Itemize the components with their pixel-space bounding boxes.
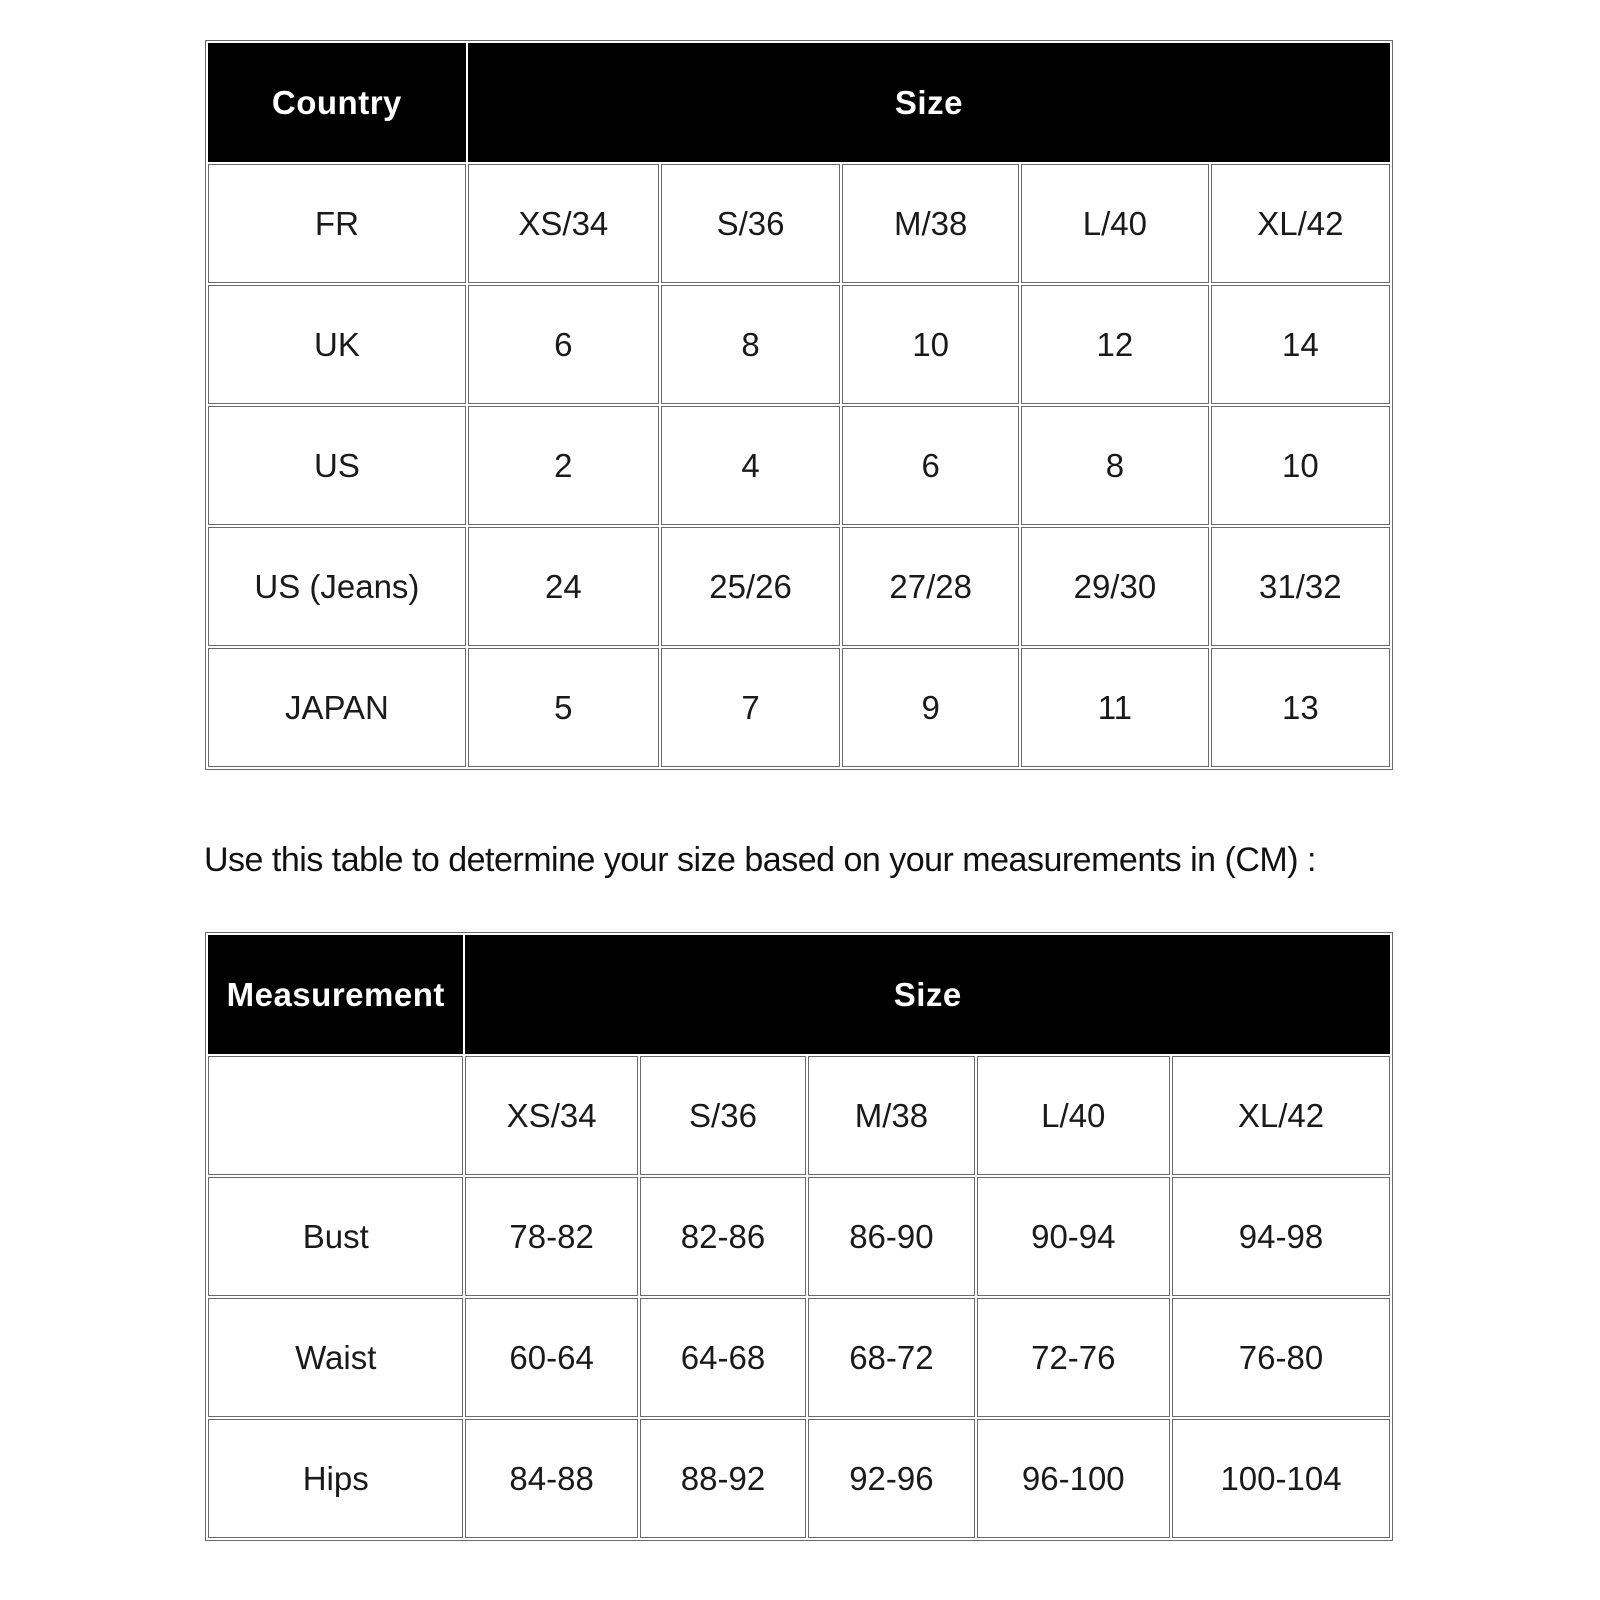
measurement-table-header-row	[208, 935, 1390, 1054]
row-label: US (Jeans)	[208, 527, 466, 646]
size-cell: 29/30	[1021, 527, 1209, 646]
size-cell: 9	[842, 648, 1019, 767]
size-cell: 6	[468, 285, 659, 404]
size-cell: 24	[468, 527, 659, 646]
measurement-cell: 88-92	[640, 1419, 806, 1538]
measurement-size-table	[205, 932, 1393, 1541]
measurement-cell: 86-90	[808, 1177, 974, 1296]
table-row-japan	[208, 648, 1390, 767]
country-header-cell: Country	[208, 43, 466, 162]
intro-text: Use this table to determine your size based on your measurements in (CM) :	[204, 841, 1316, 879]
row-label-empty	[208, 1056, 463, 1175]
measurement-cell: 76-80	[1172, 1298, 1390, 1417]
size-cell: XS/34	[468, 164, 659, 283]
country-table-header-row	[208, 43, 1390, 162]
row-label: Hips	[208, 1419, 463, 1538]
table-row-waist	[208, 1298, 1390, 1417]
country-size-table	[205, 40, 1393, 770]
size-cell: 25/26	[661, 527, 840, 646]
size-labels-row	[208, 1056, 1390, 1175]
measurement-cell: 90-94	[977, 1177, 1170, 1296]
table-row-fr	[208, 164, 1390, 283]
row-label: JAPAN	[208, 648, 466, 767]
measurement-cell: 94-98	[1172, 1177, 1390, 1296]
measurement-cell: 60-64	[465, 1298, 637, 1417]
measurement-cell: 96-100	[977, 1419, 1170, 1538]
size-cell: 8	[1021, 406, 1209, 525]
size-cell: L/40	[1021, 164, 1209, 283]
size-header-cell: Size	[465, 935, 1390, 1054]
size-cell: 27/28	[842, 527, 1019, 646]
table-row-bust	[208, 1177, 1390, 1296]
row-label: US	[208, 406, 466, 525]
table-row-hips	[208, 1419, 1390, 1538]
size-cell: M/38	[842, 164, 1019, 283]
size-label-cell: XS/34	[465, 1056, 637, 1175]
size-cell: S/36	[661, 164, 840, 283]
measurement-header-cell: Measurement	[208, 935, 463, 1054]
size-label-cell: S/36	[640, 1056, 806, 1175]
measurement-cell: 92-96	[808, 1419, 974, 1538]
size-cell: 2	[468, 406, 659, 525]
size-cell: 12	[1021, 285, 1209, 404]
measurement-cell: 72-76	[977, 1298, 1170, 1417]
measurement-cell: 64-68	[640, 1298, 806, 1417]
size-cell: 14	[1211, 285, 1390, 404]
row-label: FR	[208, 164, 466, 283]
size-cell: 8	[661, 285, 840, 404]
size-cell: 7	[661, 648, 840, 767]
size-cell: 13	[1211, 648, 1390, 767]
size-label-cell: M/38	[808, 1056, 974, 1175]
size-label-cell: L/40	[977, 1056, 1170, 1175]
size-cell: 10	[842, 285, 1019, 404]
measurement-cell: 84-88	[465, 1419, 637, 1538]
row-label: Waist	[208, 1298, 463, 1417]
size-cell: 31/32	[1211, 527, 1390, 646]
measurement-cell: 68-72	[808, 1298, 974, 1417]
size-cell: 6	[842, 406, 1019, 525]
table-row-us	[208, 406, 1390, 525]
size-cell: 5	[468, 648, 659, 767]
row-label: UK	[208, 285, 466, 404]
measurement-cell: 100-104	[1172, 1419, 1390, 1538]
size-cell: 4	[661, 406, 840, 525]
size-label-cell: XL/42	[1172, 1056, 1390, 1175]
table-row-uk	[208, 285, 1390, 404]
size-header-cell: Size	[468, 43, 1390, 162]
measurement-cell: 82-86	[640, 1177, 806, 1296]
size-cell: XL/42	[1211, 164, 1390, 283]
size-cell: 10	[1211, 406, 1390, 525]
table-row-us-jeans	[208, 527, 1390, 646]
row-label: Bust	[208, 1177, 463, 1296]
measurement-cell: 78-82	[465, 1177, 637, 1296]
size-cell: 11	[1021, 648, 1209, 767]
